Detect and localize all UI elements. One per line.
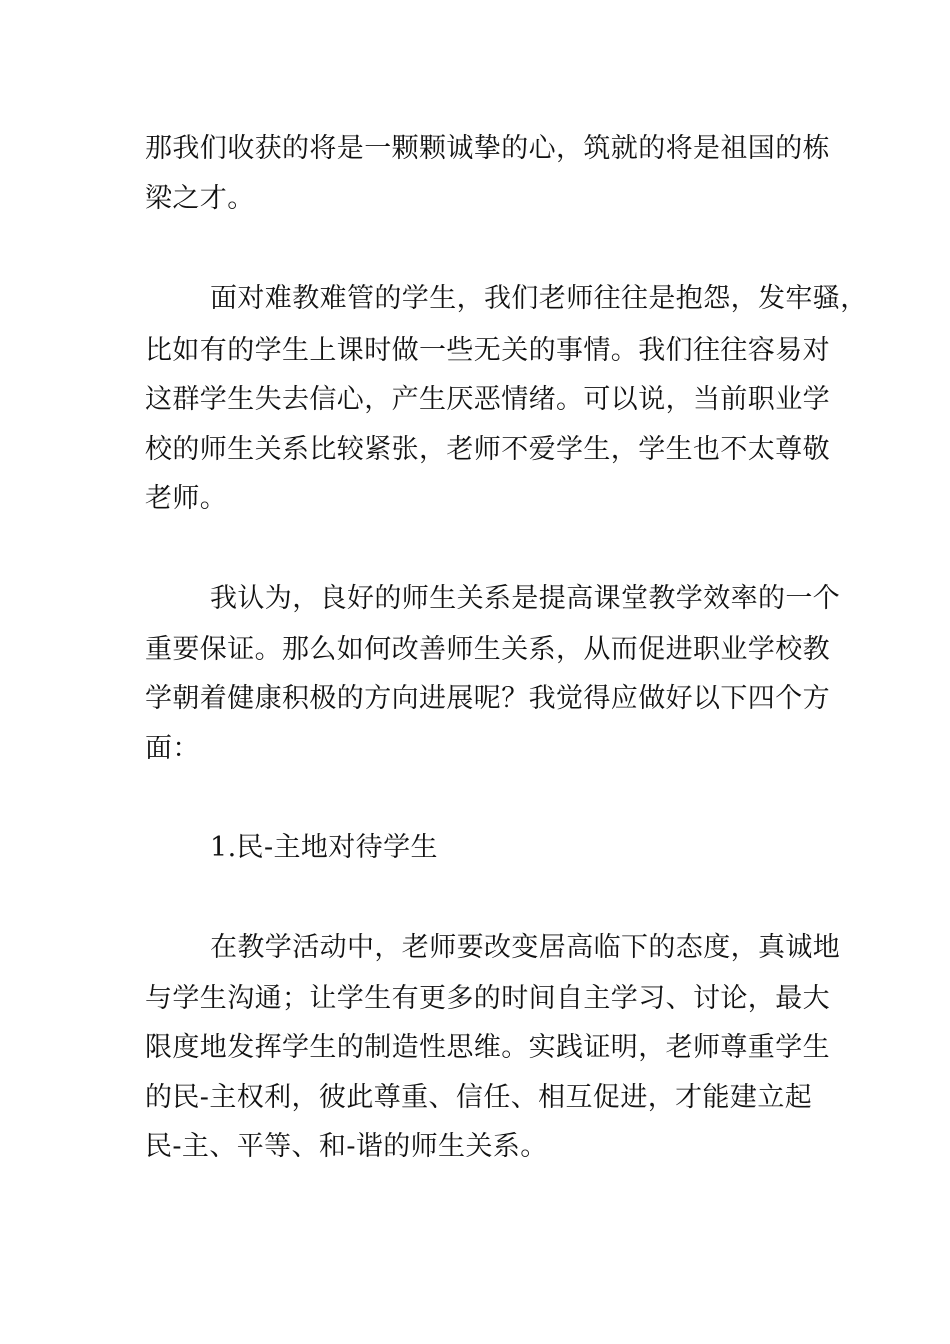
paragraph-line: 的民-主权利，彼此尊重、信任、相互促进，才能建立起 (145, 1082, 813, 1113)
paragraph-line: 那我们收获的将是一颗颗诚挚的心，筑就的将是祖国的栋 (145, 133, 830, 164)
section-heading: 1.民-主地对待学生 (210, 832, 438, 863)
paragraph-line: 我认为，良好的师生关系是提高课堂教学效率的一个 (210, 583, 841, 614)
paragraph-line: 重要保证。那么如何改善师生关系，从而促进职业学校教 (145, 634, 830, 665)
paragraph-line: 梁之才。 (145, 183, 255, 214)
paragraph-line: 限度地发挥学生的制造性思维。实践证明，老师尊重学生 (145, 1032, 830, 1063)
paragraph-line: 民-主、平等、和-谐的师生关系。 (145, 1131, 548, 1162)
paragraph-line: 与学生沟通；让学生有更多的时间自主学习、讨论，最大 (145, 983, 830, 1014)
paragraph-line: 校的师生关系比较紧张，老师不爱学生，学生也不太尊敬 (145, 434, 830, 465)
paragraph-line: 这群学生失去信心，产生厌恶情绪。可以说，当前职业学 (145, 384, 830, 415)
paragraph-line: 面： (145, 733, 200, 764)
paragraph-line: 比如有的学生上课时做一些无关的事情。我们往往容易对 (145, 335, 830, 366)
paragraph-line: 学朝着健康积极的方向进展呢？我觉得应做好以下四个方 (145, 683, 830, 714)
paragraph-line: 面对难教难管的学生，我们老师往往是抱怨，发牢骚， (210, 283, 868, 314)
paragraph-line: 在教学活动中，老师要改变居高临下的态度，真诚地 (210, 932, 841, 963)
paragraph-line: 老师。 (145, 483, 228, 514)
